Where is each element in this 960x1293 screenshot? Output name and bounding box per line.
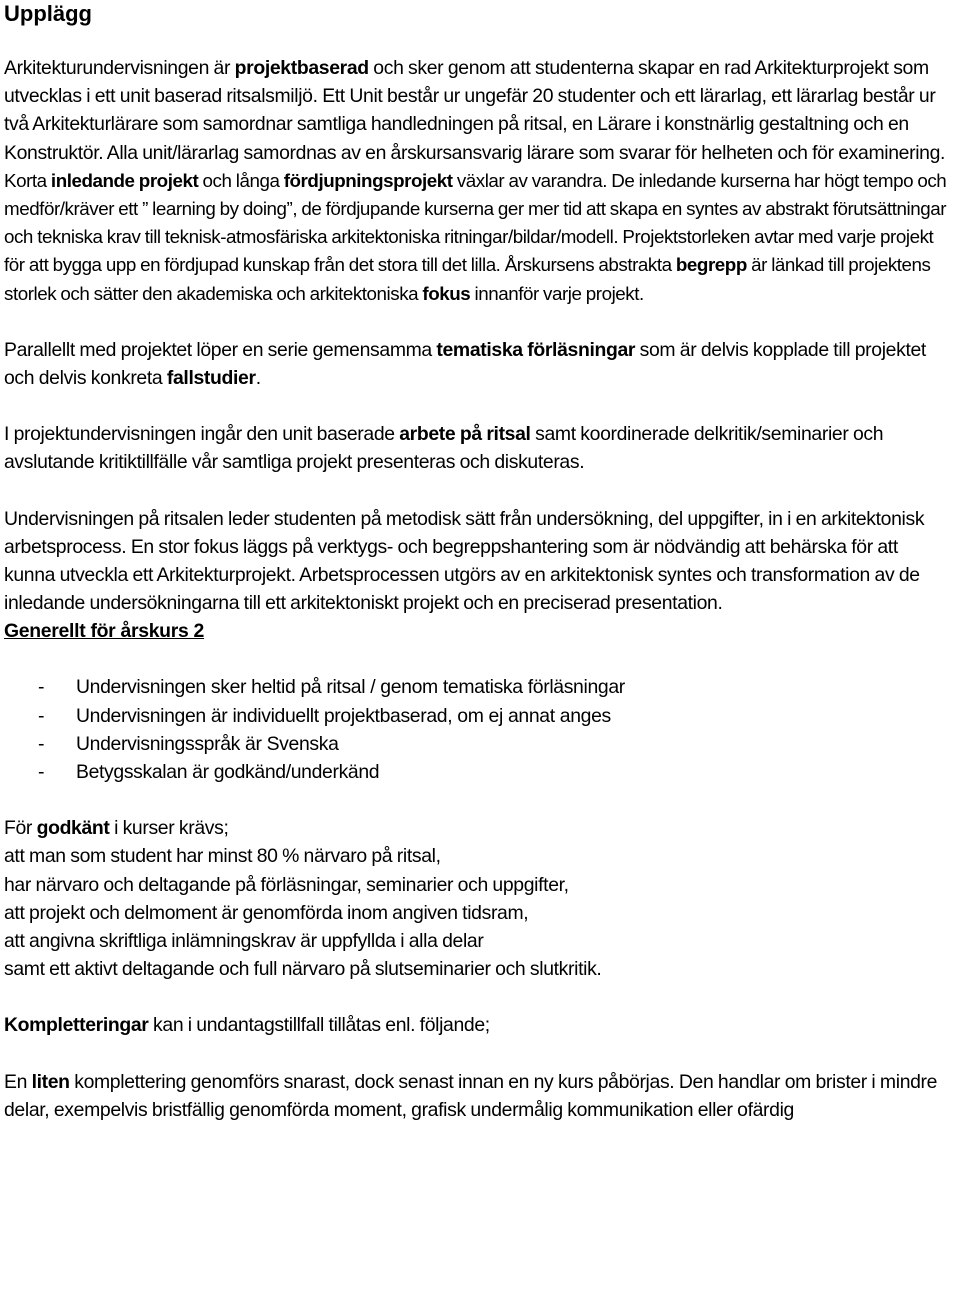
paragraph-studio-work	[4, 420, 952, 476]
text-run: och långa	[198, 169, 284, 191]
bullet-dash: -	[38, 676, 45, 699]
text-run: Parallellt med projektet löper en serie gemensamma	[4, 338, 437, 361]
list-item-text: Betygsskalan är godkänd/underkänd	[76, 761, 380, 784]
paragraph-small-supplement	[4, 1068, 952, 1124]
list-item	[4, 702, 952, 730]
list-item	[4, 730, 952, 758]
text-run: samt koordinerade delkritik/seminarier och avslutande kritiktillfälle vår samtliga projekt presenteras och diskuteras.	[4, 423, 884, 474]
bold-term-fordjupningsprojekt: fördjupningsprojekt	[283, 169, 453, 191]
paragraph-intro	[4, 54, 952, 167]
bold-term-fallstudier: fallstudier	[166, 367, 256, 390]
text-run: En	[4, 1070, 32, 1093]
list-item	[4, 673, 952, 701]
paragraph-supplements	[4, 1011, 952, 1039]
bold-term-tematiska-forlasningar: tematiska förläsningar	[436, 338, 636, 361]
text-run: Korta	[4, 169, 51, 191]
bullet-list	[4, 673, 952, 786]
text-run: och sker genom att studenterna skapar en rad Arkitekturprojekt som utvecklas i ett unit baserad ritsalsmiljö. Ett Unit består ur ungefär 20 studenter och ett lärarlag, ett lärarlag består ur två Arkitekturlärare som samordnar samtliga handledningen på ritsal, en Lärare i konstnärlig gestaltning och en Konstruktör. Alla unit/lärarlag samordnas av en årskursansvarig lärare som svarar för helheten och för examinering.	[4, 57, 946, 164]
text-run: innanför varje projekt.	[470, 282, 644, 304]
requirement-line: att man som student har minst 80 % närvaro på ritsal,	[4, 845, 441, 868]
text-run: som är delvis kopplade till projektet och delvis konkreta	[4, 338, 926, 390]
paragraph-projects	[4, 167, 952, 308]
bold-term-begrepp: begrepp	[675, 254, 747, 276]
bold-term-fokus: fokus	[422, 282, 471, 304]
bold-term-liten: liten	[31, 1070, 70, 1093]
text-run: växlar av varandra. De inledande kurserna har högt tempo och medför/kräver ett ” learning by doing”, de fördjupande kurserna ger mer tid att skapa en syntes av abstrakt förutsättningar och tekniska krav till teknisk-atmosfäriska arkitektoniska ritningar/bildar/modell. Projektstorleken avtar med varje projekt för att bygga upp en fördjupad kunskap från det stora till det lilla. Årskursens abstrakta	[4, 169, 947, 276]
list-item	[4, 758, 952, 786]
section-heading-generellt: Generellt för årskurs 2	[4, 620, 205, 643]
list-item-text: Undervisningen är individuellt projektbaserad, om ej annat anges	[76, 704, 611, 727]
bold-term-kompletteringar: Kompletteringar	[4, 1014, 149, 1037]
bullet-dash: -	[38, 732, 45, 755]
requirement-line: att projekt och delmoment är genomförda inom angiven tidsram,	[4, 901, 529, 924]
list-item-text: Undervisningen sker heltid på ritsal / genom tematiska förläsningar	[76, 676, 625, 699]
bold-term-godkant: godkänt	[36, 817, 110, 840]
bullet-dash: -	[38, 704, 45, 727]
text-run: För	[4, 817, 37, 840]
text-run: Undervisningen på ritsalen leder studenten på metodisk sätt från undersökning, del uppgifter, in i en arkitektonisk arbetsprocess. En stor fokus läggs på verktygs- och begreppshantering som är nödvändig att behärska för att kunna utveckla ett Arkitekturprojekt. Arbetsprocessen utgörs av en arkitektonisk syntes och transformation av de inledande undersökningarna till ett arkitektoniskt projekt och en preciserad presentation.	[4, 507, 925, 615]
text-run: I projektundervisningen ingår den unit baserade	[4, 423, 400, 446]
page-title: Upplägg	[4, 1, 92, 26]
bold-term-inledande-projekt: inledande projekt	[50, 169, 199, 191]
list-item-text: Undervisningsspråk är Svenska	[76, 732, 339, 755]
requirement-line: har närvaro och deltagande på förläsningar, seminarier och uppgifter,	[4, 873, 569, 896]
paragraph-lectures	[4, 336, 952, 392]
text-run: i kurser krävs;	[109, 817, 229, 840]
requirement-line: samt ett aktivt deltagande och full närvaro på slutseminarier och slutkritik.	[4, 958, 602, 981]
bold-term-projektbaserad: projektbaserad	[234, 57, 369, 79]
paragraph-teaching-method	[4, 505, 952, 618]
text-run: kan i undantagstillfall tillåtas enl. följande;	[148, 1014, 490, 1037]
requirements-intro-line	[4, 814, 952, 842]
paragraph-pass-requirements	[4, 814, 952, 983]
bold-term-arbete-pa-ritsal: arbete på ritsal	[399, 423, 531, 446]
text-run: .	[255, 367, 261, 390]
requirement-line: att angivna skriftliga inlämningskrav är uppfyllda i alla delar	[4, 930, 484, 953]
text-run: komplettering genomförs snarast, dock senast innan en ny kurs påbörjas. Den handlar om brister i mindre delar, exempelvis bristfällig genomförda moment, grafisk undermålig kommunikation eller ofärdig	[4, 1070, 938, 1121]
text-run: Arkitekturundervisningen är	[4, 57, 235, 79]
text-run: är länkad till projektens storlek och sätter den akademiska och arkitektoniska	[4, 254, 931, 304]
bullet-dash: -	[38, 761, 45, 784]
